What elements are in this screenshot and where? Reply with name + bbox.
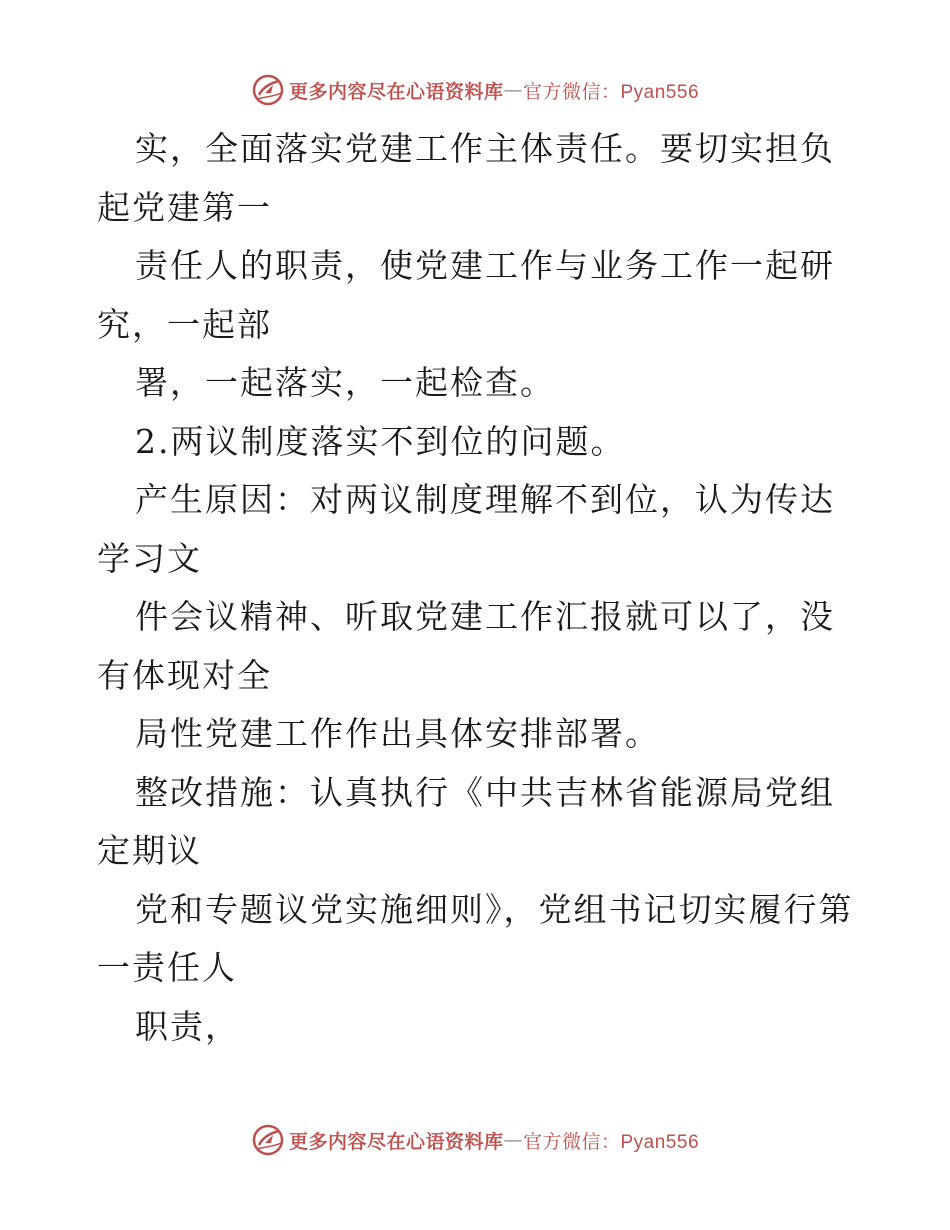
paragraph: 2.两议制度落实不到位的问题。 [135, 421, 626, 461]
banner-wechat-text: 官方微信：Pyan556 [523, 81, 700, 103]
header-banner [0, 70, 950, 110]
banner-separator: — [503, 1129, 523, 1151]
paragraph: 署，一起落实，一起检查。 [135, 363, 555, 402]
pen-nib-logo-icon [251, 73, 285, 107]
paragraph: 实，全面落实党建工作主体责任。要切实担负起党建第一 [97, 129, 835, 227]
paragraph: 党和专题议党实施细则》，党组书记切实履行第一责任人 [97, 889, 854, 987]
pen-nib-logo-icon [251, 1123, 285, 1157]
document-body [97, 120, 857, 1056]
banner-wechat-text: 官方微信：Pyan556 [523, 1131, 700, 1153]
paragraph: 产生原因：对两议制度理解不到位，认为传达学习文 [97, 480, 835, 578]
footer-banner [0, 1120, 950, 1160]
paragraph: 局性党建工作作出具体安排部署。 [135, 714, 660, 753]
banner-main-text: 更多内容尽在心语资料库 [288, 80, 504, 103]
banner-separator: — [503, 79, 523, 101]
paragraph: 件会议精神、听取党建工作汇报就可以了，没有体现对全 [97, 597, 835, 695]
paragraph: 整改措施：认真执行《中共吉林省能源局党组定期议 [97, 772, 835, 870]
paragraph: 职责， [135, 1006, 240, 1046]
paragraph: 责任人的职责，使党建工作与业务工作一起研究，一起部 [97, 246, 835, 344]
banner-main-text: 更多内容尽在心语资料库 [288, 1130, 504, 1153]
